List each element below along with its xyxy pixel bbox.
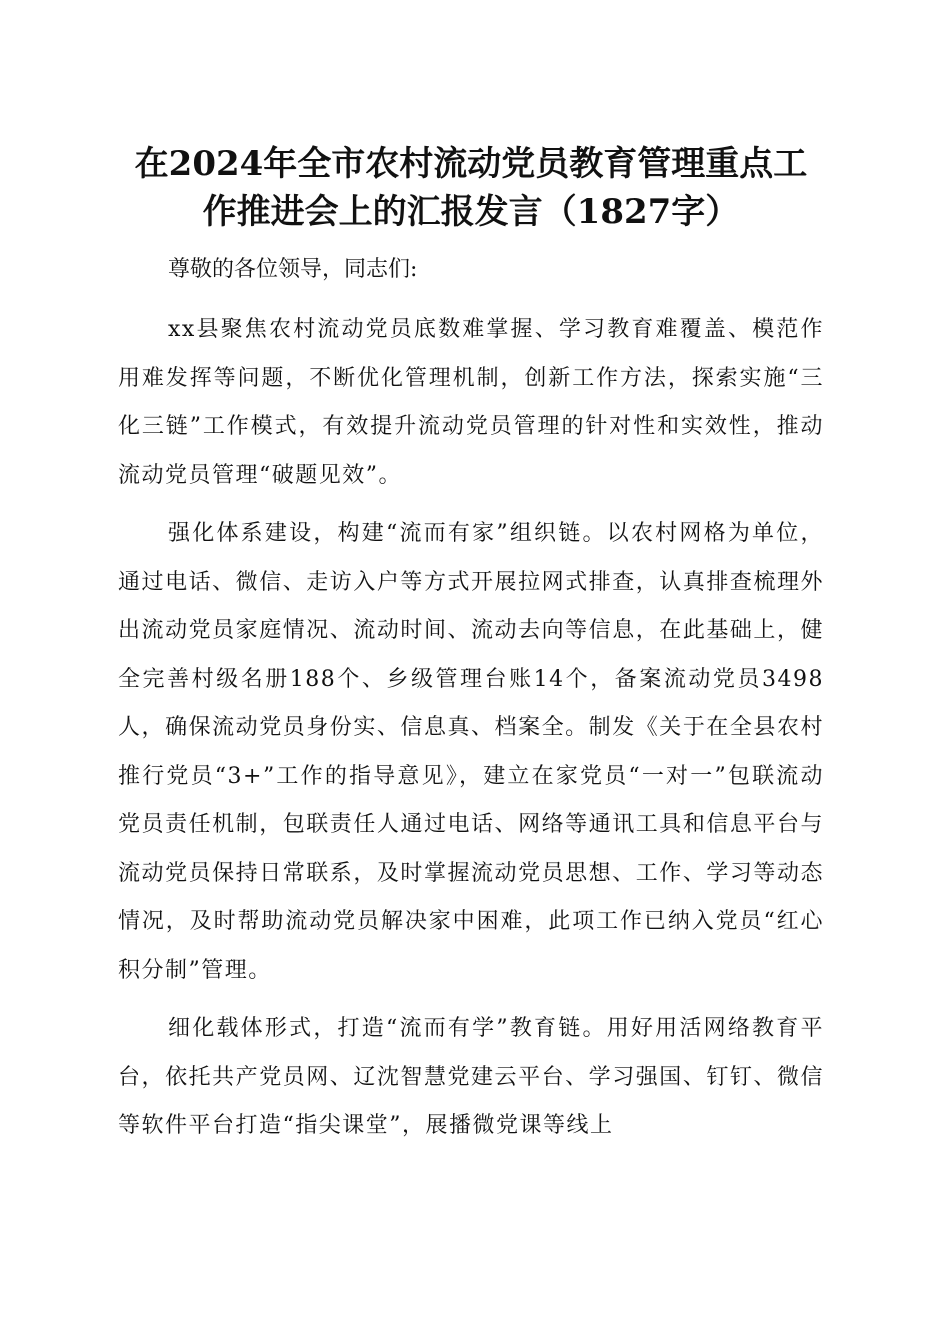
document-title [118,140,824,236]
title-line-1: 在2024年全市农村流动党员教育管理重点工 [134,144,808,184]
salutation: 尊敬的各位领导，同志们: [168,257,418,282]
paragraph-organization-chain: 强化体系建设，构建“流而有家”组织链。以农村网格为单位，通过电话、微信、走访入户等方式开展拉网式排查，认真排查梳理外出流动党员家庭情况、流动时间、流动去向等信息，在此基础上，健全完善村级名册188个、乡级管理台账14个，备案流动党员3498人，确保流动党员身份实、信息真、档案全。制发《关于在全县农村推行党员“3+”工作的指导意见》，建立在家党员“一对一”包联流动党员责任机制，包联责任人通过电话、网络等通讯工具和信息平台与流动党员保持日常联系，及时掌握流动党员思想、工作、学习等动态情况，及时帮助流动党员解决家中困难，此项工作已纳入党员“红心积分制”管理。 [118,521,824,983]
paragraph-intro: xx县聚焦农村流动党员底数难掌握、学习教育难覆盖、模范作用难发挥等问题，不断优化管理机制，创新工作方法，探索实施“三化三链”工作模式，有效提升流动党员管理的针对性和实效性，推动流动党员管理“破题见效”。 [118,317,824,488]
document-page [118,140,824,1151]
paragraph-education-chain: 细化载体形式，打造“流而有学”教育链。用好用活网络教育平台，依托共产党员网、辽沈智慧党建云平台、学习强国、钉钉、微信等软件平台打造“指尖课堂”，展播微党课等线上 [118,1016,824,1138]
title-line-2: 作推进会上的汇报发言（1827字） [202,192,740,232]
